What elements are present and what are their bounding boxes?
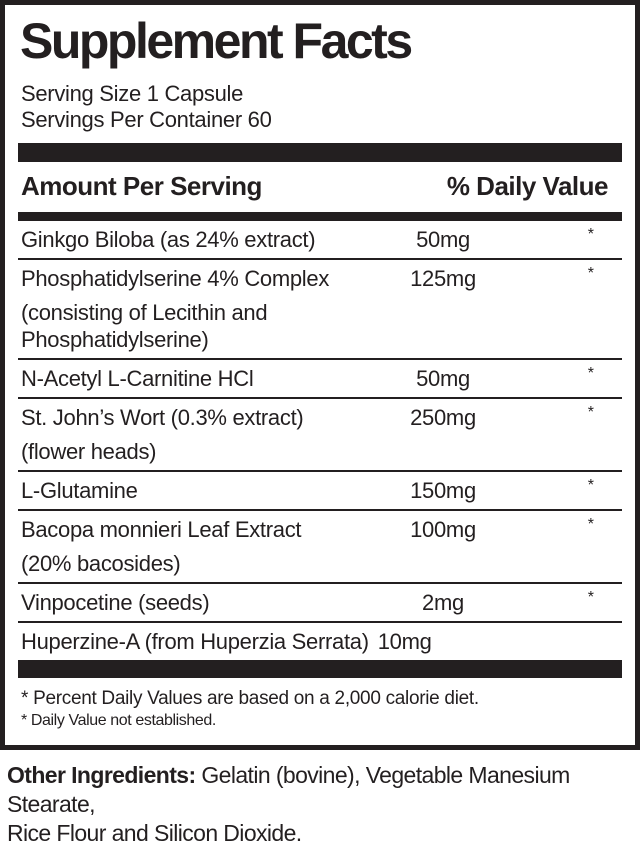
table-row xyxy=(18,258,622,358)
daily-value-asterisk: * xyxy=(587,589,594,606)
ingredient-subtext: (flower heads) xyxy=(21,439,157,464)
ingredient-amount: 2mg xyxy=(422,590,464,615)
panel-title: Supplement Facts xyxy=(20,13,411,69)
table-row xyxy=(18,358,622,397)
other-ingredients xyxy=(7,761,640,848)
ingredient-name: Huperzine-A (from Huperzia Serrata) xyxy=(21,629,369,654)
serving-size: Serving Size 1 Capsule xyxy=(21,81,244,106)
other-ingredients-line-1 xyxy=(7,761,640,819)
ingredient-amount: 10mg xyxy=(377,629,432,654)
separator-bar-bottom xyxy=(18,660,622,678)
daily-value-asterisk: * xyxy=(587,477,594,494)
column-header-amount: Amount Per Serving xyxy=(21,171,262,201)
daily-value-asterisk: * xyxy=(587,226,594,243)
other-ingredients-label: Other Ingredients: xyxy=(7,762,196,788)
ingredient-amount: 100mg xyxy=(410,517,476,542)
ingredient-amount: 50mg xyxy=(416,227,470,252)
ingredient-name-block xyxy=(21,265,368,353)
ingredient-name-block xyxy=(21,226,368,253)
ingredient-name: L-Glutamine xyxy=(21,478,138,503)
servings-per-container: Servings Per Container 60 xyxy=(21,107,272,132)
separator-bar-header xyxy=(18,212,622,221)
table-row xyxy=(18,621,622,660)
ingredient-amount: 250mg xyxy=(410,405,476,430)
daily-value-asterisk: * xyxy=(587,404,594,421)
table-row xyxy=(18,397,622,470)
daily-value-asterisk: * xyxy=(587,365,594,382)
ingredient-amount: 125mg xyxy=(410,266,476,291)
ingredient-name: Phosphatidylserine 4% Complex xyxy=(21,266,330,291)
footnote-not-established: * Daily Value not established. xyxy=(21,712,216,729)
daily-value-asterisk: * xyxy=(587,265,594,282)
ingredient-name: Bacopa monnieri Leaf Extract xyxy=(21,517,302,542)
ingredient-name-block xyxy=(21,477,368,504)
table-row xyxy=(18,470,622,509)
separator-bar-top xyxy=(18,143,622,162)
other-ingredients-text: Gelatin (bovine), Vegetable Manesium Stearate, xyxy=(7,762,570,817)
ingredient-name-block xyxy=(21,404,368,465)
ingredient-name: Ginkgo Biloba (as 24% extract) xyxy=(21,227,316,252)
table-row xyxy=(18,509,622,582)
ingredient-name-block xyxy=(21,628,369,655)
ingredient-subtext: (20% bacosides) xyxy=(21,551,181,576)
ingredient-table xyxy=(18,221,622,660)
footnotes xyxy=(18,678,622,745)
daily-value-asterisk: * xyxy=(587,516,594,533)
table-row xyxy=(18,221,622,258)
serving-info xyxy=(21,81,622,133)
footnote-daily-values: * Percent Daily Values are based on a 2,000 calorie diet. xyxy=(21,688,479,709)
table-row xyxy=(18,582,622,621)
ingredient-subtext: (consisting of Lecithin and Phosphatidylserine) xyxy=(21,300,268,352)
ingredient-amount: 50mg xyxy=(416,366,470,391)
column-header-row xyxy=(18,162,622,212)
other-ingredients-line-2: Rice Flour and Silicon Dioxide. xyxy=(7,820,302,846)
ingredient-name: N-Acetyl L-Carnitine HCl xyxy=(21,366,254,391)
ingredient-name-block xyxy=(21,589,368,616)
ingredient-name: Vinpocetine (seeds) xyxy=(21,590,210,615)
ingredient-name-block xyxy=(21,365,368,392)
ingredient-name-block xyxy=(21,516,368,577)
ingredient-name: St. John’s Wort (0.3% extract) xyxy=(21,405,304,430)
ingredient-amount: 150mg xyxy=(410,478,476,503)
column-header-daily-value: % Daily Value xyxy=(446,171,608,201)
